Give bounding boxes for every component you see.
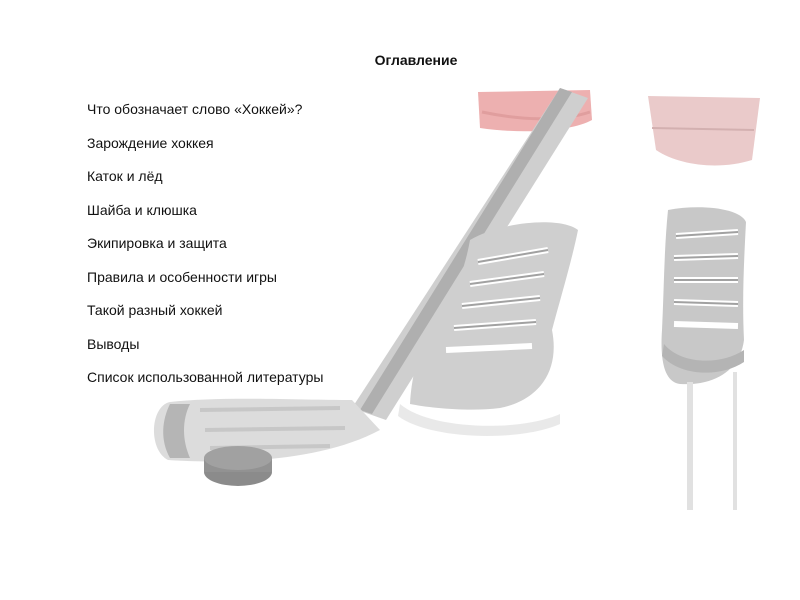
toc-item[interactable]: Такой разный хоккей xyxy=(87,302,223,318)
table-of-contents xyxy=(87,100,323,402)
toc-item[interactable]: Экипировка и защита xyxy=(87,235,227,251)
toc-item[interactable]: Список использованной литературы xyxy=(87,369,324,385)
toc-item[interactable]: Зарождение хоккея xyxy=(87,134,214,151)
toc-item[interactable]: Правила и особенности игры xyxy=(87,268,277,285)
toc-item[interactable]: Выводы xyxy=(87,335,140,352)
toc-item[interactable]: Шайба и клюшка xyxy=(87,201,197,218)
page-title: Оглавление xyxy=(374,52,458,68)
toc-item[interactable]: Что обозначает слово «Хоккей»? xyxy=(87,101,303,117)
toc-item[interactable]: Каток и лёд xyxy=(87,168,163,184)
